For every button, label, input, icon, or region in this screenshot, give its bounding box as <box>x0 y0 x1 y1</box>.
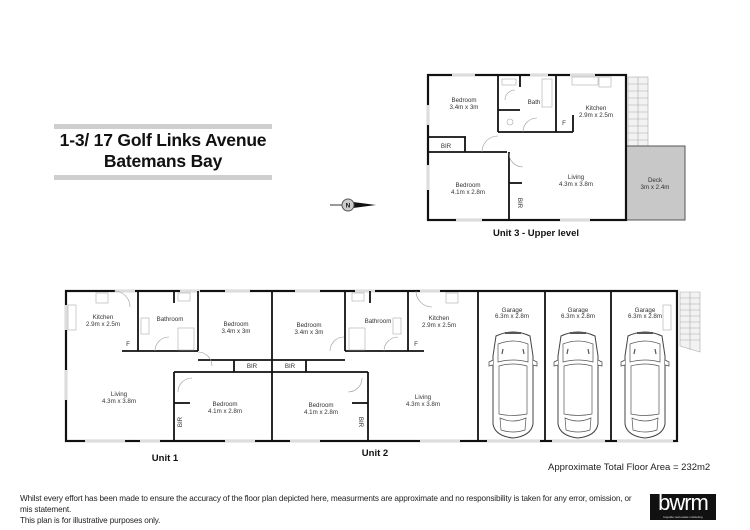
u3-bedroom1-size: 3.4m x 3m <box>449 104 479 111</box>
u2-fridge-label: F <box>414 341 418 348</box>
garage3-size: 6.3m x 2.8m <box>627 313 663 320</box>
disclaimer-line2: This plan is for illustrative purposes only. <box>20 516 161 525</box>
u3-living-size: 4.3m x 3.8m <box>558 181 594 188</box>
u3-bedroom1-label: Bedroom <box>451 97 477 104</box>
u1-bir2-label: BIR <box>177 416 184 428</box>
u3-bir2-label: BIR <box>516 197 523 209</box>
disclaimer-line1: Whilst every effort has been made to ensure the accuracy of the floor plan depicted here, measurments are approximate and no responsibility is taken for any error, omission, or mis statement. <box>20 494 632 514</box>
unit2-label: Unit 2 <box>361 448 389 459</box>
u1-living-size: 4.3m x 3.8m <box>101 398 137 405</box>
garage1-size: 6.3m x 2.8m <box>494 313 530 320</box>
u3-living-label: Living <box>567 174 585 181</box>
garage1-label: Garage <box>501 307 523 314</box>
u1-living-label: Living <box>110 391 128 398</box>
u1-bathroom-label: Bathroom <box>156 316 184 323</box>
garage2-label: Garage <box>567 307 589 314</box>
u3-fridge-label: F <box>562 120 566 127</box>
u3-bedroom2-size: 4.1m x 2.8m <box>450 189 486 196</box>
u1-bedroom2-size: 4.1m x 2.8m <box>207 408 243 415</box>
u3-kitchen-size: 2.9m x 2.5m <box>578 112 614 119</box>
ground-floor-plan <box>66 291 700 464</box>
u2-bedroom1-size: 3.4m x 3m <box>294 329 324 336</box>
u3-bath-label: Bath <box>527 99 541 106</box>
unit1-label: Unit 1 <box>151 453 179 464</box>
u1-bir1-label: BIR <box>246 363 258 370</box>
u2-living-label: Living <box>414 394 432 401</box>
title-line-suburb: Batemans Bay <box>103 151 223 171</box>
garage2-size: 6.3m x 2.8m <box>560 313 596 320</box>
u3-deck-size: 3m x 2.4m <box>640 184 670 191</box>
logo-tagline: bayside real estate marketing <box>663 515 703 519</box>
car-icon <box>554 332 602 438</box>
u2-bir2-label: BIR <box>357 416 364 428</box>
u2-bedroom2-size: 4.1m x 2.8m <box>303 409 339 416</box>
unit3-plan <box>428 75 685 239</box>
u2-kitchen-size: 2.9m x 2.5m <box>421 322 457 329</box>
u2-bir1-label: BIR <box>284 363 296 370</box>
stairs-ground <box>680 292 700 352</box>
u3-bir-label: BIR <box>440 143 452 150</box>
u1-bedroom1-label: Bedroom <box>223 321 249 328</box>
u2-living-size: 4.3m x 3.8m <box>405 401 441 408</box>
logo-wordmark: bwrm <box>658 490 708 515</box>
car-icon <box>489 332 537 438</box>
garage3-label: Garage <box>634 307 656 314</box>
north-arrow-icon <box>330 199 376 211</box>
bwrm-logo <box>650 490 716 520</box>
stairs <box>628 77 648 152</box>
u1-fridge-label: F <box>126 341 130 348</box>
u1-kitchen-label: Kitchen <box>92 314 114 321</box>
u1-bedroom1-size: 3.4m x 3m <box>221 328 251 335</box>
u2-bedroom1-label: Bedroom <box>296 322 322 329</box>
u2-kitchen-label: Kitchen <box>428 315 450 322</box>
u3-bedroom2-label: Bedroom <box>455 182 481 189</box>
u3-deck-label: Deck <box>647 177 663 184</box>
title-line-address: 1-3/ 17 Golf Links Avenue <box>59 130 267 150</box>
u2-bedroom2-label: Bedroom <box>308 402 334 409</box>
svg-text:N: N <box>345 202 351 210</box>
u3-kitchen-label: Kitchen <box>585 105 607 112</box>
u1-bedroom2-label: Bedroom <box>212 401 238 408</box>
total-floor-area: Approximate Total Floor Area = 232m2 <box>548 462 711 473</box>
disclaimer <box>20 493 640 526</box>
u1-kitchen-size: 2.9m x 2.5m <box>85 321 121 328</box>
unit3-label: Unit 3 - Upper level <box>492 228 580 239</box>
u2-bathroom-label: Bathroom <box>364 318 392 325</box>
car-icon <box>621 332 669 438</box>
